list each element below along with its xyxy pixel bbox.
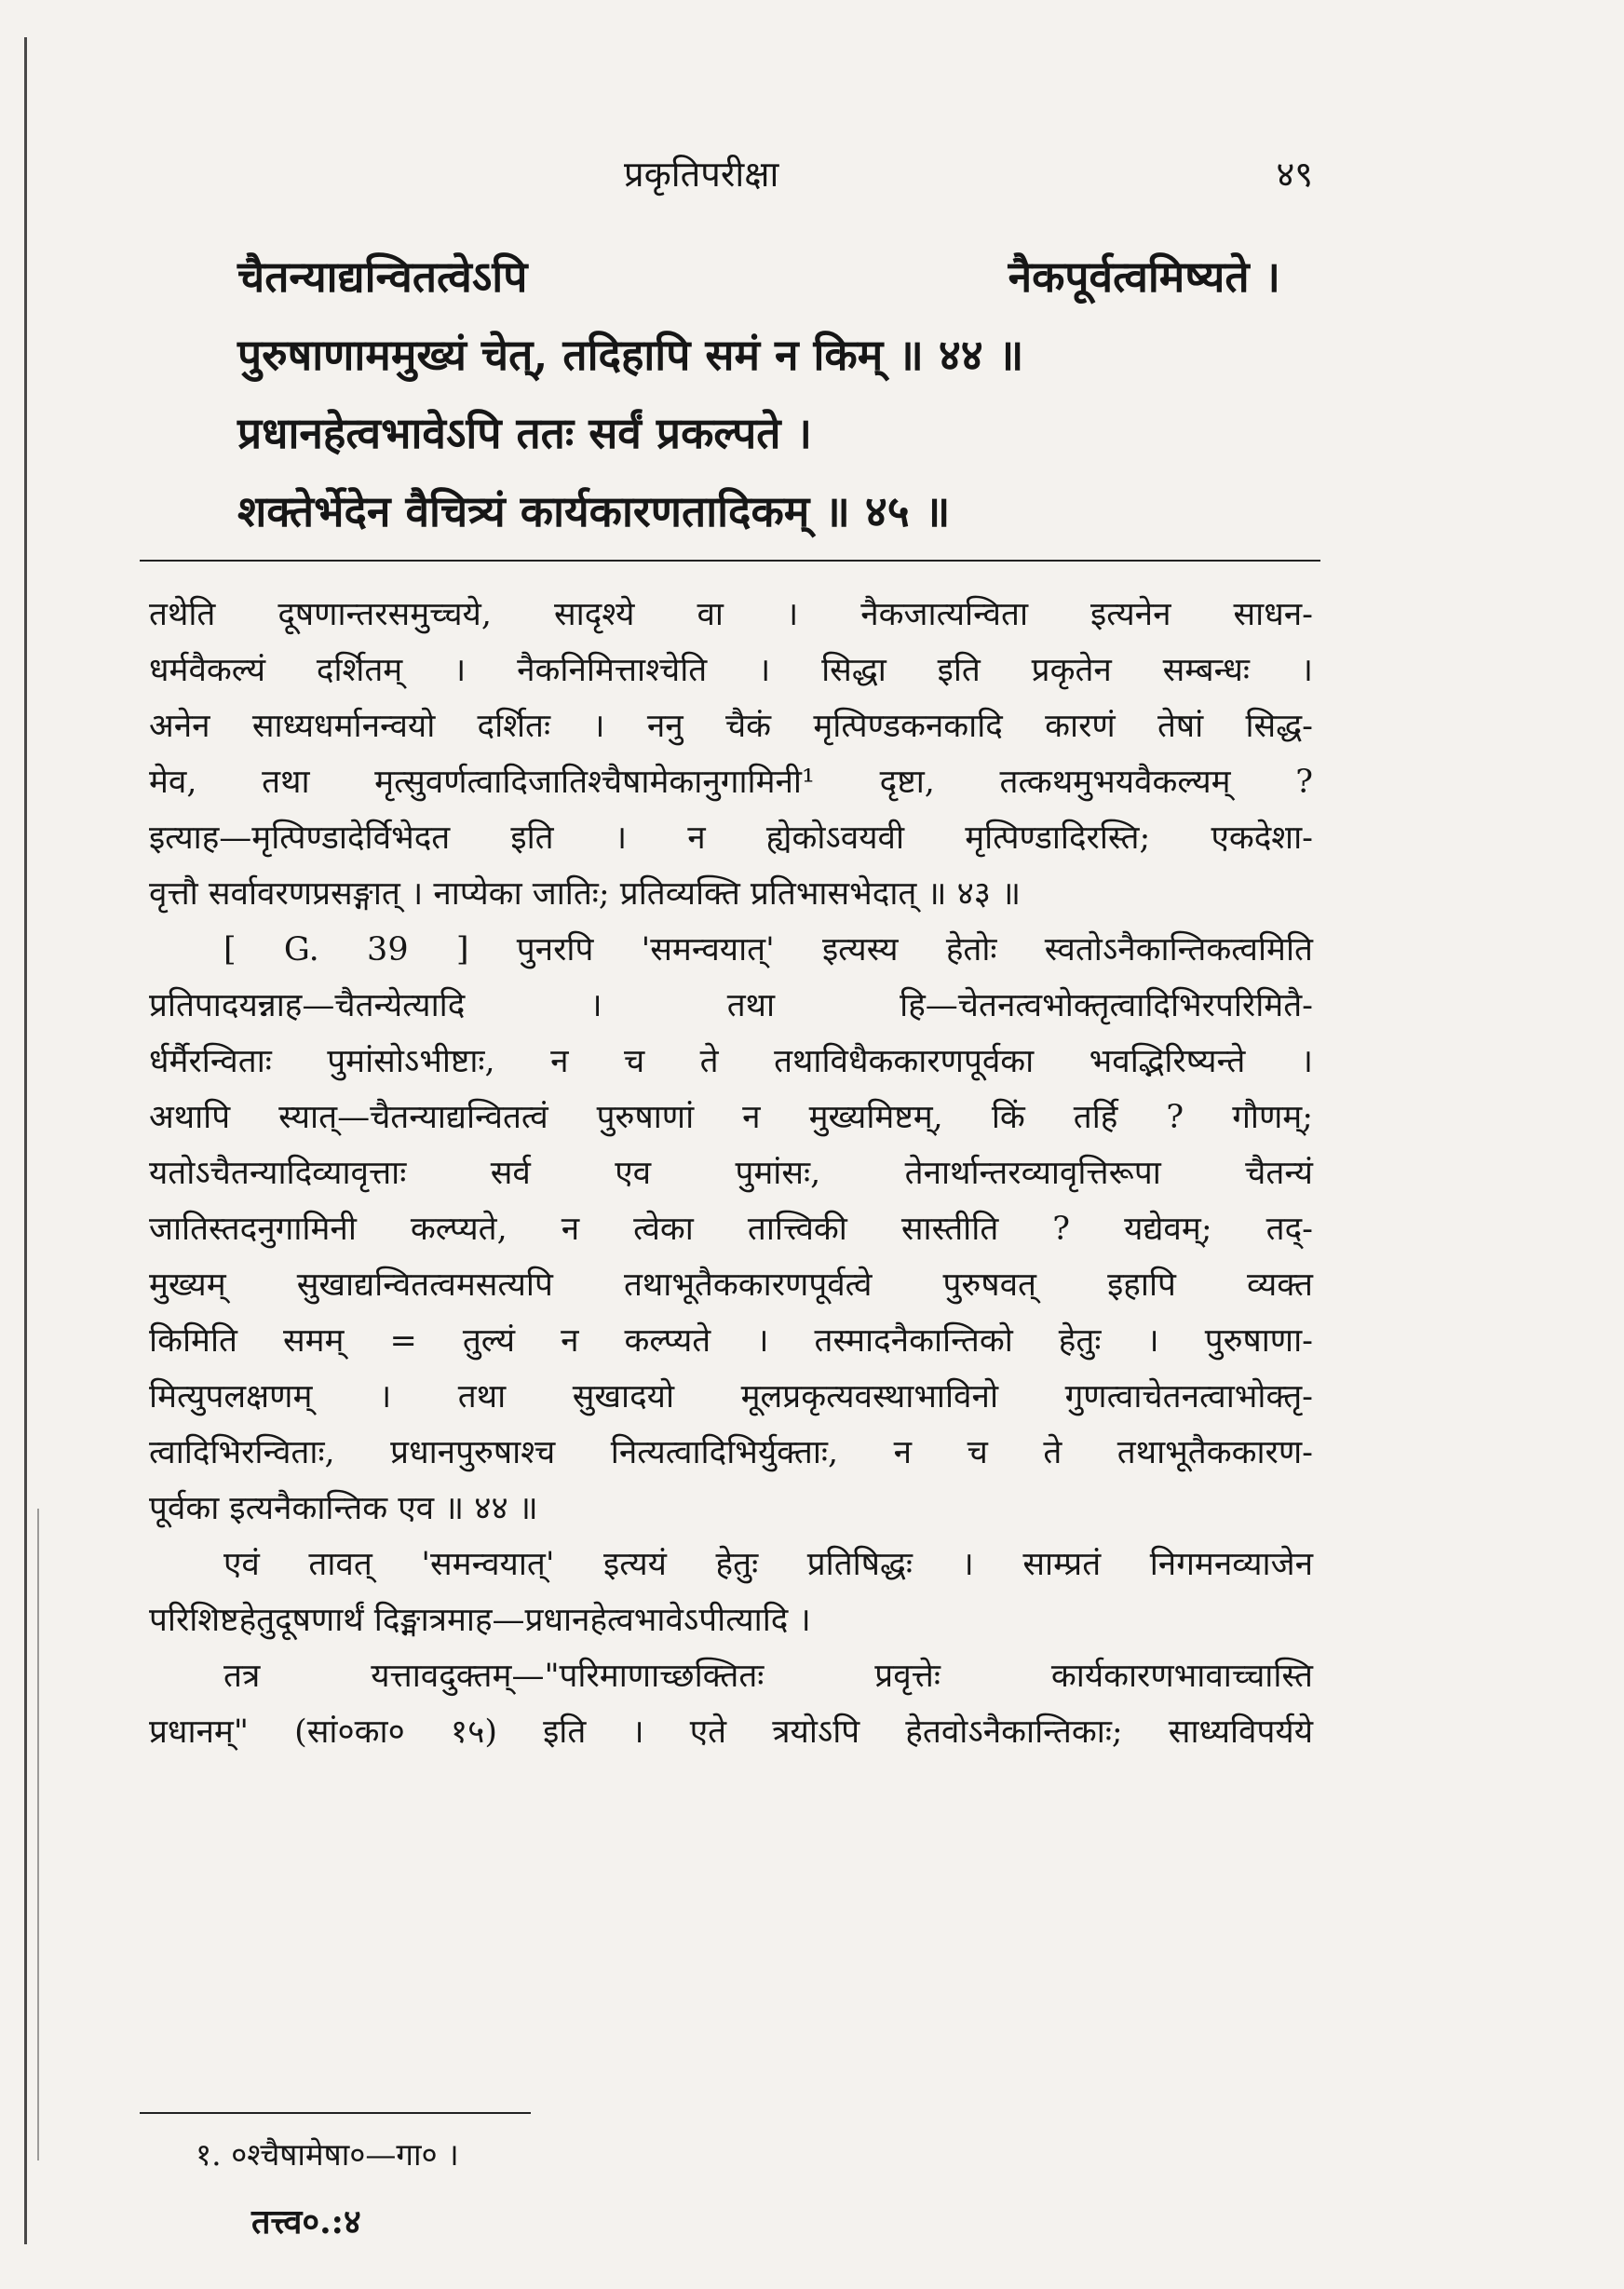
verse-line-text: प्रधानहेत्वभावेऽपि ततः सर्वं प्रकल्पते । — [237, 408, 812, 458]
commentary-line: पूर्वका इत्यनैकान्तिक एव ॥ ४४ ॥ — [149, 1490, 538, 1527]
page-number: ४९ — [1276, 154, 1313, 195]
verse-line — [237, 316, 1280, 394]
commentary-line: धर्मवैकल्यं दर्शितम् । नैकनिमित्ताश्चेति । सिद्धा इति प्रकृतेन सम्बन्धः । — [149, 652, 1313, 689]
commentary-line: तथेति दूषणान्तरसमुच्चये, सादृश्ये वा । नैकजात्यन्विता इत्यनेन साधन- — [149, 596, 1313, 633]
commentary-line: किमिति समम् = तुल्यं न कल्प्यते । तस्मादनैकान्तिको हेतुः । पुरुषाणा- — [149, 1322, 1313, 1360]
verse-line — [237, 237, 1280, 316]
commentary-line: मेव, तथा मृत्सुवर्णत्वादिजातिश्चैषामेकानुगामिनी¹ दृष्टा, तत्कथमुभयवैकल्यम् ? — [149, 764, 1313, 801]
verse-line-text: पुरुषाणाममुख्यं चेत्, तदिहापि समं न किम् ॥ ४४ ॥ — [237, 330, 1024, 380]
commentary-line: त्वादिभिरन्विताः, प्रधानपुरुषाश्च नित्यत्वादिभिर्युक्ताः, न च ते तथाभूतैककारण- — [149, 1434, 1313, 1471]
commentary-line: प्रधानम्" (सां०का० १५) इति । एते त्रयोऽपि हेतवोऽनैकान्तिकाः; साध्यविपर्यये — [149, 1713, 1313, 1751]
verse-commentary-divider — [140, 560, 1320, 562]
commentary-line: प्रतिपादयन्नाह—चैतन्येत्यादि । तथा हि—चेतनत्वभोक्तृत्वादिभिरपरिमितै- — [149, 987, 1313, 1024]
commentary-line: इत्याह—मृत्पिण्डादेर्विभेदत इति । न ह्येकोऽवयवी मृत्पिण्डादिरस्ति; एकदेशा- — [149, 819, 1313, 857]
verse-line-left: चैतन्याद्यन्वितत्वेऽपि — [237, 251, 528, 302]
commentary-line: परिशिष्टहेतुदूषणार्थं दिङ्मात्रमाह—प्रधानहेत्वभावेऽपीत्यादि । — [149, 1602, 811, 1639]
verse-line — [237, 472, 1280, 550]
commentary-paragraph-3 — [149, 1537, 1313, 1648]
verse-block — [237, 237, 1280, 550]
commentary-line: अथापि स्यात्—चैतन्याद्यन्वितत्वं पुरुषाणां न मुख्यमिष्टम्, किं तर्हि ? गौणम्; — [149, 1099, 1313, 1136]
commentary-line: [ G. 39 ] पुनरपि 'समन्वयात्' इत्यस्य हेतोः स्वतोऽनैकान्तिकत्वमिति — [223, 931, 1313, 968]
commentary-line: एवं तावत् 'समन्वयात्' इत्ययं हेतुः प्रतिषिद्धः । साम्प्रतं निगमनव्याजेन — [223, 1546, 1313, 1583]
page-binding-edge-secondary — [37, 1509, 39, 2160]
commentary-line: यतोऽचैतन्यादिव्यावृत्ताः सर्व एव पुमांसः, तेनार्थान्तरव्यावृत्तिरूपा चैतन्यं — [149, 1155, 1313, 1192]
commentary-line: र्धर्मैरन्विताः पुमांसोऽभीष्टाः, न च ते तथाविधैककारणपूर्वका भवद्भिरिष्यन्ते । — [149, 1043, 1313, 1080]
commentary-line: वृत्तौ सर्वावरणप्रसङ्गात् । नाप्येका जातिः; प्रतिव्यक्ति प्रतिभासभेदात् ॥ ४३ ॥ — [149, 875, 1022, 913]
commentary-line: अनेन साध्यधर्मानन्वयो दर्शितः । ननु चैकं मृत्पिण्डकनकादि कारणं तेषां सिद्ध- — [149, 708, 1313, 745]
signature-mark: तत्त्व०.:४ — [251, 2202, 361, 2242]
commentary-line: मुख्यम् सुखाद्यन्वितत्वमसत्यपि तथाभूतैककारणपूर्वत्वे पुरुषवत् इहापि व्यक्त — [149, 1266, 1313, 1304]
verse-line — [237, 394, 1280, 472]
commentary-line: मित्युपलक्षणम् । तथा सुखादयो मूलप्रकृत्यवस्थाभाविनो गुणत्वाचेतनत्वाभोक्तृ- — [149, 1378, 1313, 1415]
commentary-line: तत्र यत्तावदुक्तम्—"परिमाणाच्छक्तितः प्रवृत्तेः कार्यकारणभावाच्चास्ति — [223, 1658, 1313, 1695]
page-header — [140, 140, 1313, 196]
verse-line-text: शक्तेर्भेदेन वैचित्र्यं कार्यकारणतादिकम् ॥ ४५ ॥ — [237, 486, 951, 536]
footnote: १. ०श्चैषामेषा०—गा० । — [196, 2136, 459, 2173]
commentary-paragraph-4 — [149, 1648, 1313, 1760]
commentary-paragraph-1 — [149, 587, 1313, 922]
commentary-block — [149, 587, 1313, 1760]
running-title: प्रकृतिपरीक्षा — [624, 154, 779, 195]
footnote-divider — [140, 2112, 531, 2114]
commentary-paragraph-2 — [149, 922, 1313, 1537]
commentary-line: जातिस्तदनुगामिनी कल्प्यते, न त्वेका तात्त्विकी सास्तीति ? यद्येवम्; तद्- — [149, 1211, 1313, 1248]
page-binding-edge — [24, 37, 27, 2244]
verse-line-right: नैकपूर्वत्वमिष्यते । — [1008, 251, 1280, 302]
